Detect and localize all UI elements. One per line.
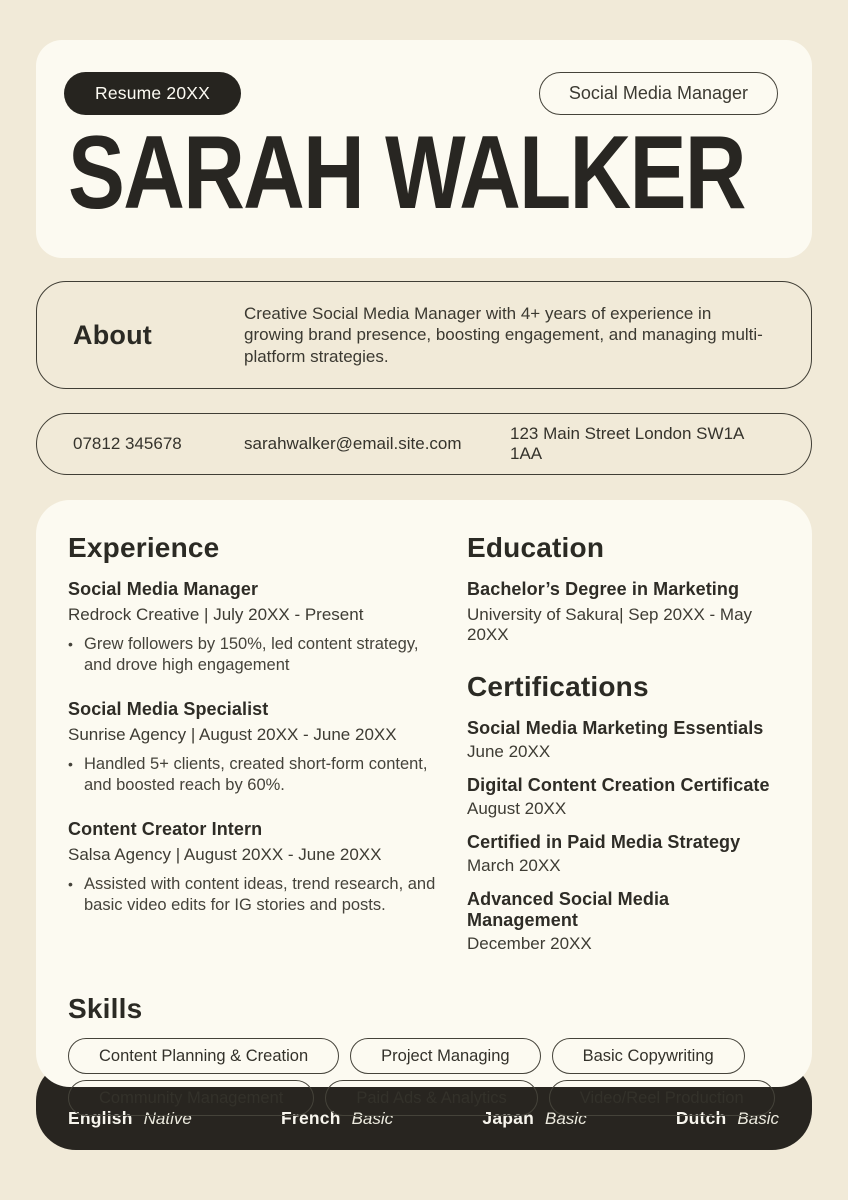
- language-level: Basic: [737, 1109, 779, 1128]
- job-entry: [68, 819, 440, 915]
- job-entry: [68, 699, 440, 795]
- cert-title: Certified in Paid Media Strategy: [467, 832, 741, 852]
- cert-date: June 20XX: [467, 742, 551, 761]
- cert-date: August 20XX: [467, 799, 567, 818]
- skill-pill: Paid Ads & Analytics: [325, 1080, 537, 1116]
- certifications-heading: Certifications: [467, 671, 649, 702]
- job-title: Social Media Specialist: [68, 699, 269, 719]
- language-level: Basic: [545, 1109, 587, 1128]
- job-bullets: [68, 754, 440, 795]
- job-entry: [68, 579, 440, 675]
- language-name: French: [281, 1108, 341, 1128]
- job-bullets: [68, 874, 440, 915]
- skill-pill: Community Management: [68, 1080, 314, 1116]
- bullet-dot-icon: •: [68, 756, 73, 772]
- certification-entry: [467, 889, 780, 954]
- language-name: Dutch: [675, 1108, 727, 1128]
- resume-year-badge: Resume 20XX: [64, 72, 241, 115]
- contact-card: [36, 413, 812, 475]
- language-name: Japan: [482, 1108, 534, 1128]
- education-certifications-column: [467, 532, 780, 967]
- about-card: [36, 281, 812, 389]
- skill-pill: Project Managing: [350, 1038, 540, 1074]
- certification-entry: [467, 775, 780, 819]
- contact-phone: 07812 345678: [73, 434, 182, 453]
- job-meta: Redrock Creative | July 20XX - Present: [68, 605, 364, 624]
- education-entry: [467, 579, 780, 645]
- hero-card: [36, 40, 812, 258]
- job-meta: Sunrise Agency | August 20XX - June 20XX: [68, 725, 397, 744]
- bullet-dot-icon: •: [68, 636, 73, 652]
- job-bullet: Handled 5+ clients, created short-form content, and boosted reach by 60%.: [84, 755, 428, 794]
- job-meta: Salsa Agency | August 20XX - June 20XX: [68, 845, 382, 864]
- job-title: Content Creator Intern: [68, 819, 263, 839]
- experience-section: [68, 532, 467, 967]
- candidate-name-title: SARAH WALKER: [68, 115, 745, 231]
- cert-title: Digital Content Creation Certificate: [467, 775, 770, 795]
- certification-entry: [467, 718, 780, 762]
- job-bullet: Grew followers by 150%, led content strategy, and drove high engagement: [84, 635, 419, 674]
- contact-email: sarahwalker@email.site.com: [244, 434, 462, 453]
- skill-pill: Video/Reel Production: [549, 1080, 775, 1116]
- education-heading: Education: [467, 532, 605, 563]
- cert-title: Social Media Marketing Essentials: [467, 718, 764, 738]
- job-bullets: [68, 634, 440, 675]
- skills-pill-list: [68, 1038, 780, 1116]
- role-pill: Social Media Manager: [539, 72, 778, 115]
- language-level: Native: [143, 1109, 192, 1128]
- cert-title: Advanced Social Media Management: [467, 889, 670, 930]
- job-bullet: Assisted with content ideas, trend research, and basic video edits for IG stories and posts.: [84, 875, 436, 914]
- skill-pill: Content Planning & Creation: [68, 1038, 339, 1074]
- experience-heading: Experience: [68, 532, 220, 563]
- language-level: Basic: [351, 1109, 394, 1128]
- about-heading: About: [73, 319, 152, 350]
- cert-date: March 20XX: [467, 856, 561, 875]
- job-title: Social Media Manager: [68, 579, 259, 599]
- language-name: English: [68, 1108, 133, 1128]
- skill-pill: Basic Copywriting: [552, 1038, 745, 1074]
- certification-entry: [467, 832, 780, 876]
- education-section: [467, 532, 780, 645]
- contact-address: 123 Main Street London SW1A 1AA: [510, 424, 744, 463]
- cert-date: December 20XX: [467, 934, 592, 953]
- hero-top-row: [64, 72, 778, 115]
- degree-title: Bachelor’s Degree in Marketing: [467, 579, 740, 599]
- skills-section: [68, 993, 780, 1116]
- certifications-section: [467, 671, 780, 954]
- skills-heading: Skills: [68, 993, 143, 1024]
- bullet-dot-icon: •: [68, 876, 73, 892]
- main-card: [36, 500, 812, 1107]
- about-text: Creative Social Media Manager with 4+ years of experience in growing brand presence, boosting engagement, and managing multi-platform strategies.: [244, 303, 763, 366]
- degree-meta: University of Sakura| Sep 20XX - May 20XX: [467, 605, 753, 644]
